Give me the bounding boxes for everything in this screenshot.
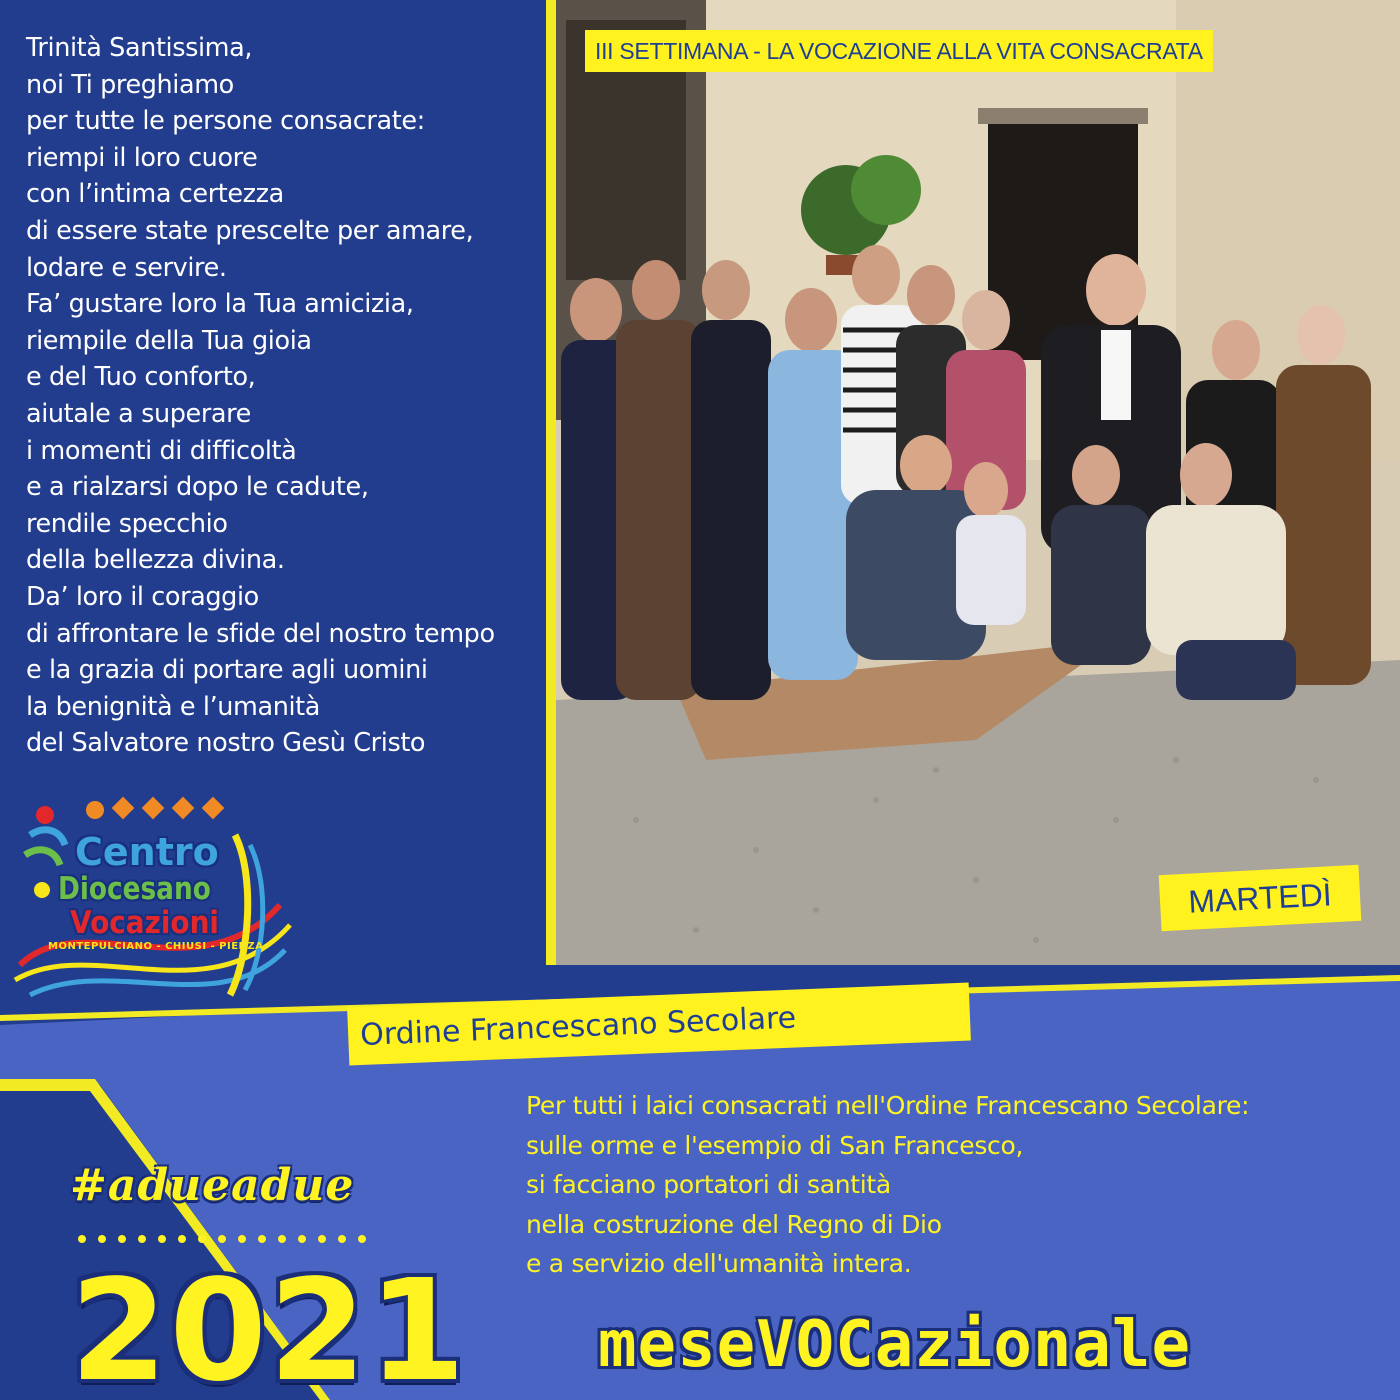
logo-line-places: MONTEPULCIANO - CHIUSI - PIENZA [48,941,264,952]
logo-line-diocesano: Diocesano [58,871,211,907]
prayer-text [26,30,541,762]
prayer-line: riempi il loro cuore [26,142,258,173]
dotted-divider [78,1233,378,1245]
intention-line: si facciano portatori di santità [526,1170,891,1199]
intention-line: sulle orme e l'esempio di San Francesco, [526,1130,1024,1160]
campaign-title: meseVOCazionale [598,1308,1191,1382]
prayer-line: della bellezza divina. [26,545,285,576]
group-photo [556,0,1400,965]
prayer-line: Trinità Santissima, [26,33,253,63]
week-banner: III SETTIMANA - LA VOCAZIONE ALLA VITA CONSACRATA [585,30,1213,72]
prayer-line: aiutale a superare [26,398,251,429]
prayer-line: di affrontare le sfide del nostro tempo [26,618,495,649]
prayer-line: Fa’ gustare loro la Tua amicizia, [26,289,414,320]
prayer-line: e a rialzarsi dopo le cadute, [26,472,369,503]
intention-text [526,1086,1249,1284]
prayer-line: la benignità e l’umanità [26,691,320,722]
group-photo-illustration [556,0,1400,965]
intention-line: e a servizio dell'umanità intera. [526,1249,912,1278]
prayer-line: Da’ loro il coraggio [26,581,259,612]
prayer-line: riempile della Tua gioia [26,325,312,356]
prayer-line: per tutte le persone consacrate: [26,106,425,137]
prayer-line: e del Tuo conforto, [26,362,256,393]
prayer-line: rendile specchio [26,508,228,539]
prayer-line: del Salvatore nostro Gesù Cristo [26,728,426,759]
logo-line-vocazioni: Vocazioni [70,905,220,941]
prayer-line: lodare e servire. [26,252,227,283]
hashtag: #adueadue [70,1160,355,1211]
centro-diocesano-vocazioni-logo [0,785,300,1015]
intention-line: Per tutti i laici consacrati nell'Ordine Francescano Secolare: [526,1091,1250,1120]
prayer-line: noi Ti preghiamo [26,69,234,100]
year: 2021 [70,1250,468,1400]
prayer-line: di essere state prescelte per amare, [26,215,474,246]
prayer-line: e la grazia di portare agli uomini [26,655,428,686]
intention-line: nella costruzione del Regno di Dio [526,1209,942,1239]
org-title: Ordine Francescano Secolare [347,983,971,1066]
prayer-line: i momenti di difficoltà [26,435,297,466]
prayer-line: con l’intima certezza [26,179,284,210]
logo-line-centro: Centro [75,830,219,874]
day-label: MARTEDÌ [1159,865,1362,931]
